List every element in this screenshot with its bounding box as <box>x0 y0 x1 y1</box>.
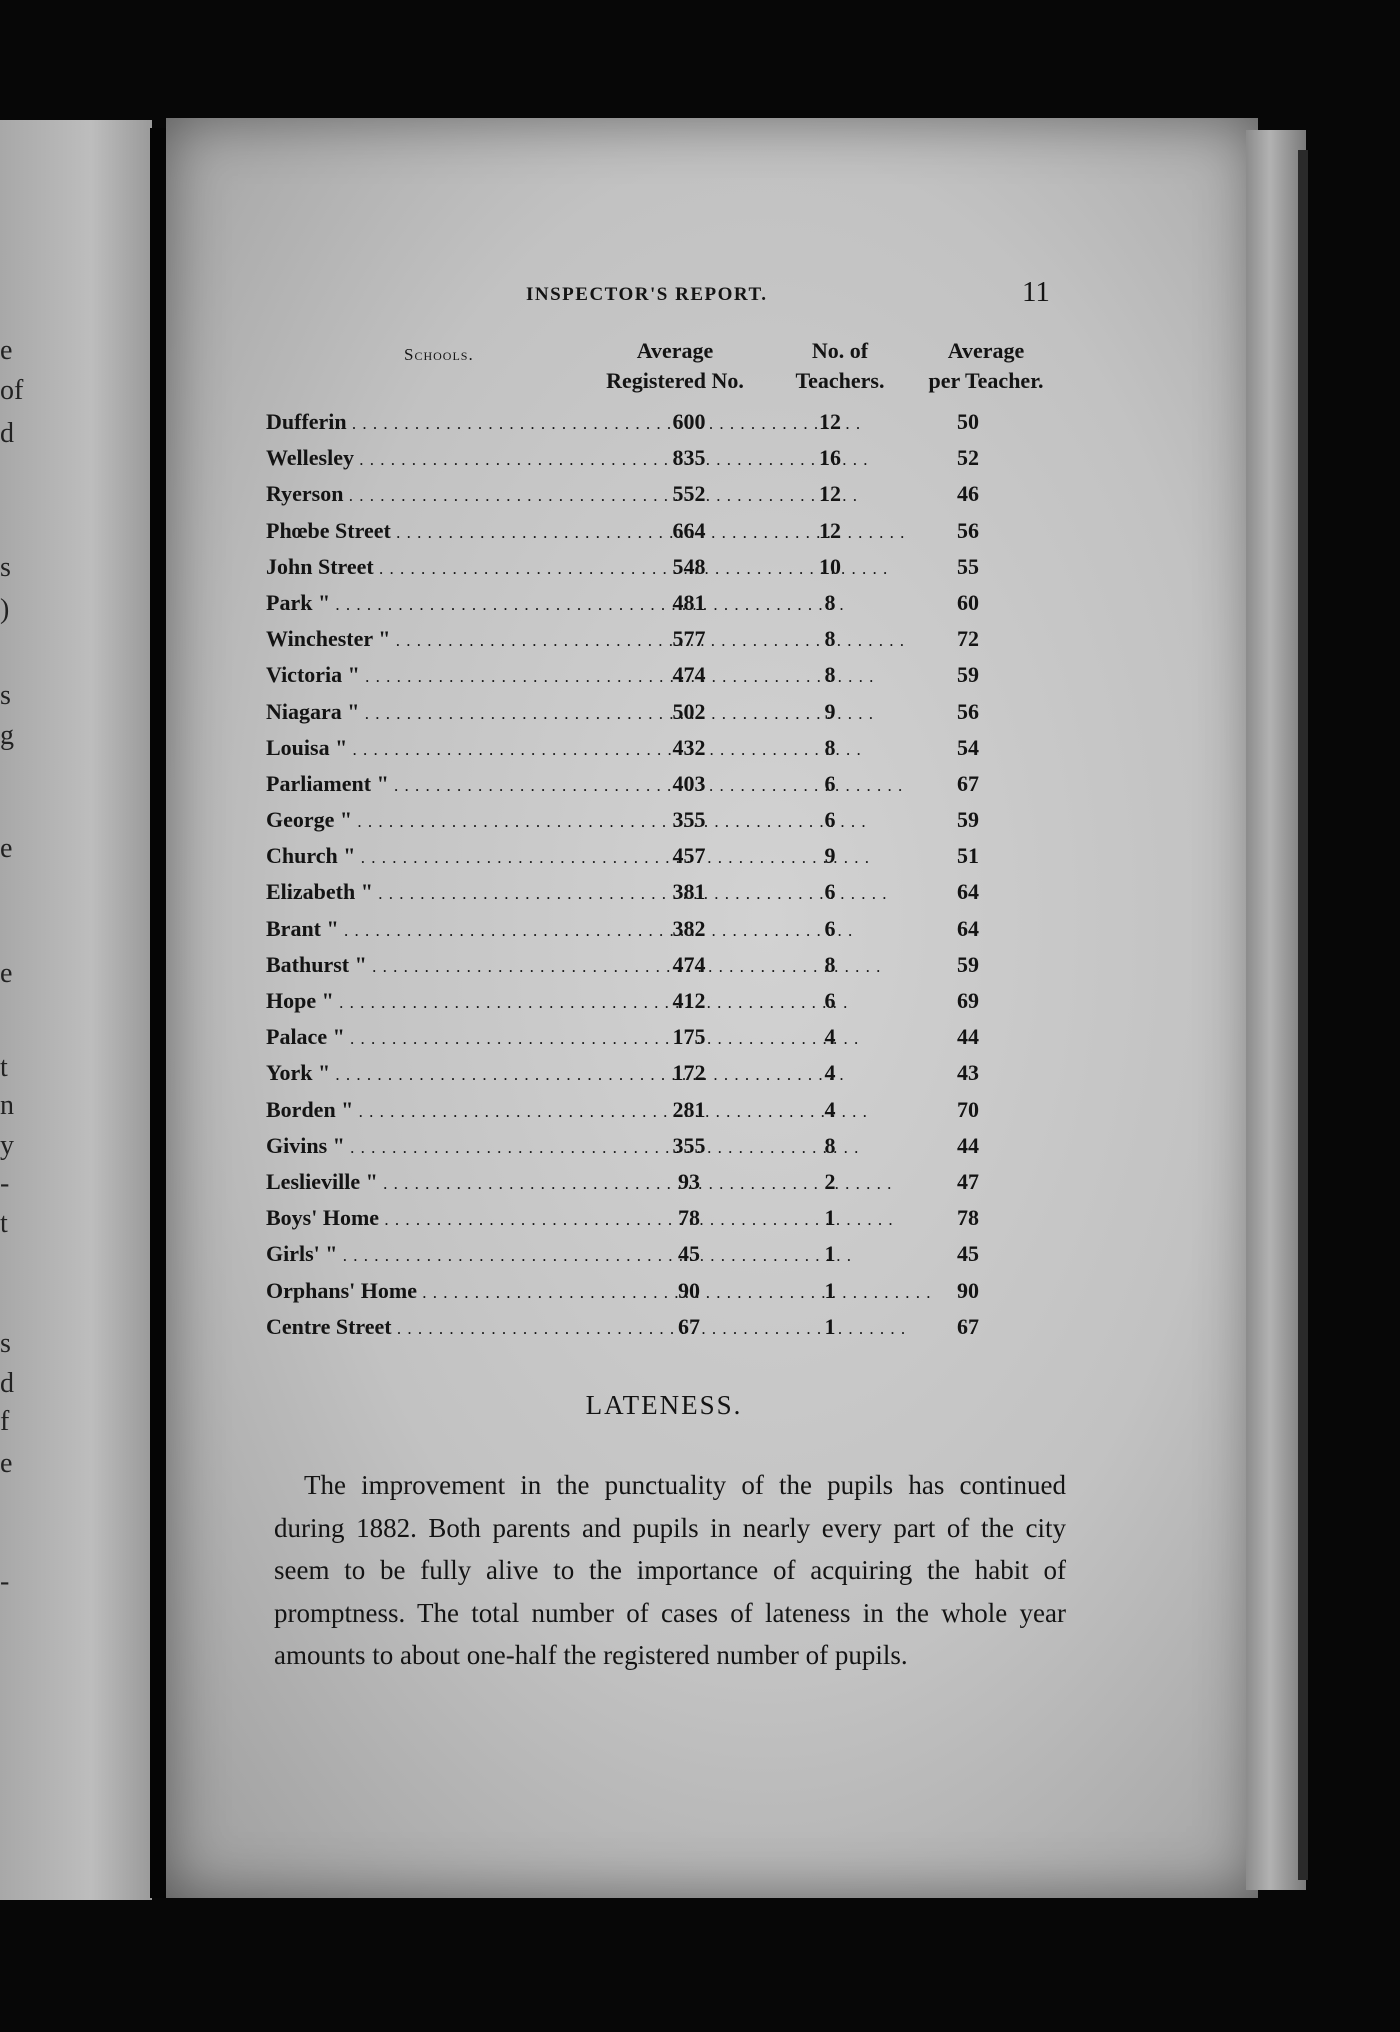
column-header-schools: Schools. <box>404 345 474 364</box>
facing-page-fragment: s <box>0 552 11 583</box>
facing-page-fragment: e <box>0 335 13 366</box>
column-header-teachers-line1: No. of <box>811 338 869 363</box>
table-row <box>266 1236 1066 1272</box>
registered-value: 412 <box>672 988 706 1013</box>
table-row <box>266 1019 1066 1055</box>
table-row <box>266 404 1066 440</box>
teachers-value: 6 <box>824 770 836 796</box>
table-row <box>266 730 1066 766</box>
teachers-value: 8 <box>824 951 836 977</box>
page-edge-shadow <box>1298 150 1308 1880</box>
registered-value: 481 <box>672 589 706 615</box>
facing-page-fragment: - <box>0 1566 10 1597</box>
registered-value: 502 <box>672 698 706 724</box>
table-row <box>266 1200 1066 1236</box>
school-name: John Street . . . <box>266 549 638 587</box>
registered-value: 90 <box>678 1277 700 1303</box>
average-value: 72 <box>957 626 979 652</box>
school-name: Dufferin . . . <box>266 404 638 442</box>
table-row <box>266 1164 1066 1200</box>
average-value: 44 <box>957 1024 979 1050</box>
page-edge <box>1246 130 1306 1890</box>
schools-table <box>266 404 1066 1345</box>
section-title: LATENESS. <box>585 1390 743 1420</box>
school-name: Brant " . . . <box>266 911 638 949</box>
table-row <box>266 838 1066 874</box>
table-row <box>266 1092 1066 1128</box>
facing-page-fragment: s <box>0 680 11 711</box>
teachers-value: 8 <box>824 626 836 652</box>
school-name: Park " . . . <box>266 585 638 623</box>
average-value: 64 <box>957 915 979 941</box>
registered-value: 78 <box>678 1205 700 1231</box>
teachers-value: 12 <box>819 409 841 434</box>
teachers-value: 4 <box>824 1060 836 1086</box>
column-header-average-line2: per Teacher. <box>928 368 1044 393</box>
school-name: Leslieville " . . . <box>266 1164 638 1202</box>
teachers-value: 6 <box>824 879 836 905</box>
facing-page <box>0 120 152 1900</box>
teachers-value: 2 <box>824 1168 836 1194</box>
average-value: 47 <box>957 1168 979 1194</box>
average-value: 70 <box>957 1096 979 1122</box>
school-name: George " . . . <box>266 802 638 840</box>
teachers-value: 10 <box>819 553 841 579</box>
registered-value: 281 <box>672 1096 706 1122</box>
column-header-registered <box>590 336 760 396</box>
average-value: 46 <box>957 481 979 507</box>
table-row <box>266 621 1066 657</box>
facing-page-fragment: - <box>0 1168 10 1199</box>
teachers-value: 12 <box>819 517 841 543</box>
facing-page-fragment: d <box>0 1368 14 1399</box>
average-value: 43 <box>957 1060 979 1086</box>
table-row <box>266 1309 1066 1345</box>
registered-value: 355 <box>672 807 706 833</box>
registered-value: 382 <box>672 915 706 941</box>
average-value: 64 <box>957 879 979 905</box>
table-row <box>266 440 1066 476</box>
registered-value: 355 <box>672 1132 706 1158</box>
lateness-paragraph: The improvement in the punctuality of the pupils has continued during 1882. Both parents and pupils in nearly every part of the city seem to be fully alive to the importance of acquiring the habit of promptness. The total number of cases of lateness in the whole year amounts to about one-half the registered number of pupils. <box>274 1470 1066 1670</box>
school-name: Church " . . . <box>266 838 638 876</box>
facing-page-fragment: e <box>0 833 13 864</box>
teachers-value: 9 <box>824 698 836 724</box>
registered-value: 45 <box>678 1241 700 1267</box>
table-row <box>266 766 1066 802</box>
teachers-value: 4 <box>824 1024 836 1050</box>
school-name: Wellesley . . . <box>266 440 638 478</box>
school-name: Winchester " . . . <box>266 621 638 659</box>
registered-value: 381 <box>672 879 706 905</box>
registered-value: 835 <box>672 445 706 471</box>
table-row <box>266 1128 1066 1164</box>
registered-value: 432 <box>672 734 706 760</box>
facing-page-fragment: of <box>0 375 24 406</box>
average-value: 90 <box>957 1277 979 1303</box>
teachers-value: 16 <box>819 445 841 471</box>
table-row <box>266 802 1066 838</box>
registered-value: 403 <box>672 770 706 796</box>
average-value: 59 <box>957 662 979 688</box>
school-name: Borden " . . . <box>266 1092 638 1130</box>
page-number: 11 <box>1022 276 1050 308</box>
school-name: Hope " . . . <box>266 983 638 1021</box>
registered-value: 474 <box>672 662 706 688</box>
average-value: 51 <box>957 843 979 869</box>
running-head: INSPECTOR'S REPORT. <box>526 284 768 305</box>
school-name: Ryerson . . . <box>266 476 638 514</box>
table-row <box>266 476 1066 512</box>
teachers-value: 4 <box>824 1096 836 1122</box>
teachers-value: 1 <box>824 1205 836 1231</box>
column-header-average-line1: Average <box>947 338 1025 363</box>
registered-value: 600 <box>672 409 706 434</box>
teachers-value: 8 <box>824 589 836 615</box>
registered-value: 664 <box>672 517 706 543</box>
registered-value: 172 <box>672 1060 706 1086</box>
facing-page-fragment: e <box>0 958 13 989</box>
teachers-value: 8 <box>824 734 836 760</box>
teachers-value: 9 <box>824 843 836 869</box>
school-name: Elizabeth " . . . <box>266 874 638 912</box>
school-name: Louisa " . . . <box>266 730 638 768</box>
column-header-teachers-line2: Teachers. <box>795 368 885 393</box>
teachers-value: 1 <box>824 1313 836 1339</box>
average-value: 59 <box>957 951 979 977</box>
column-header-registered-line1: Average <box>636 338 714 363</box>
registered-value: 67 <box>678 1313 700 1339</box>
table-row <box>266 549 1066 585</box>
facing-page-fragment: ) <box>0 594 10 625</box>
school-name: Girls' " . . . <box>266 1236 638 1274</box>
facing-page-fragment: f <box>0 1406 10 1437</box>
table-row <box>266 513 1066 549</box>
average-value: 78 <box>957 1205 979 1231</box>
column-header-registered-line2: Registered No. <box>606 368 744 393</box>
table-row <box>266 694 1066 730</box>
registered-value: 577 <box>672 626 706 652</box>
school-name: Givins " . . . <box>266 1128 638 1166</box>
facing-page-fragment: y <box>0 1130 14 1161</box>
school-name: Phœbe Street . . . <box>266 513 638 551</box>
teachers-value: 1 <box>824 1241 836 1267</box>
school-name: Parliament " . . . <box>266 766 638 804</box>
registered-value: 474 <box>672 951 706 977</box>
facing-page-fragment: n <box>0 1090 14 1121</box>
facing-page-fragment: t <box>0 1208 8 1239</box>
teachers-value: 12 <box>819 481 841 507</box>
average-value: 45 <box>957 1241 979 1267</box>
average-value: 50 <box>957 409 979 434</box>
average-value: 52 <box>957 445 979 471</box>
column-header-average <box>906 336 1066 396</box>
registered-value: 552 <box>672 481 706 507</box>
school-name: Centre Street . . . <box>266 1309 638 1347</box>
facing-page-fragment: s <box>0 1328 11 1359</box>
teachers-value: 6 <box>824 915 836 941</box>
average-value: 59 <box>957 807 979 833</box>
school-name: Niagara " . . . <box>266 694 638 732</box>
school-name: Palace " . . . <box>266 1019 638 1057</box>
school-name: Victoria " . . . <box>266 657 638 695</box>
registered-value: 175 <box>672 1024 706 1050</box>
average-value: 54 <box>957 734 979 760</box>
registered-value: 548 <box>672 553 706 579</box>
table-row <box>266 874 1066 910</box>
table-row <box>266 911 1066 947</box>
teachers-value: 1 <box>824 1277 836 1303</box>
facing-page-fragment: e <box>0 1448 13 1479</box>
average-value: 55 <box>957 553 979 579</box>
table-row <box>266 1273 1066 1309</box>
average-value: 56 <box>957 698 979 724</box>
teachers-value: 8 <box>824 1132 836 1158</box>
teachers-value: 6 <box>824 807 836 833</box>
facing-page-fragment: t <box>0 1052 8 1083</box>
school-name: York " . . . <box>266 1055 638 1093</box>
average-value: 67 <box>957 770 979 796</box>
registered-value: 457 <box>672 843 706 869</box>
facing-page-fragment: g <box>0 720 14 751</box>
registered-value: 93 <box>678 1168 700 1194</box>
teachers-value: 6 <box>824 988 836 1013</box>
school-name: Bathurst " . . . <box>266 947 638 985</box>
school-name: Orphans' Home . . . <box>266 1273 638 1311</box>
table-row <box>266 657 1066 693</box>
average-value: 67 <box>957 1313 979 1339</box>
school-name: Boys' Home . . . <box>266 1200 638 1238</box>
table-row <box>266 1055 1066 1091</box>
table-row <box>266 983 1066 1019</box>
average-value: 60 <box>957 589 979 615</box>
average-value: 69 <box>957 988 979 1013</box>
teachers-value: 8 <box>824 662 836 688</box>
facing-page-fragment: d <box>0 418 14 449</box>
column-header-teachers <box>780 336 900 396</box>
table-row <box>266 947 1066 983</box>
average-value: 56 <box>957 517 979 543</box>
average-value: 44 <box>957 1132 979 1158</box>
table-row <box>266 585 1066 621</box>
